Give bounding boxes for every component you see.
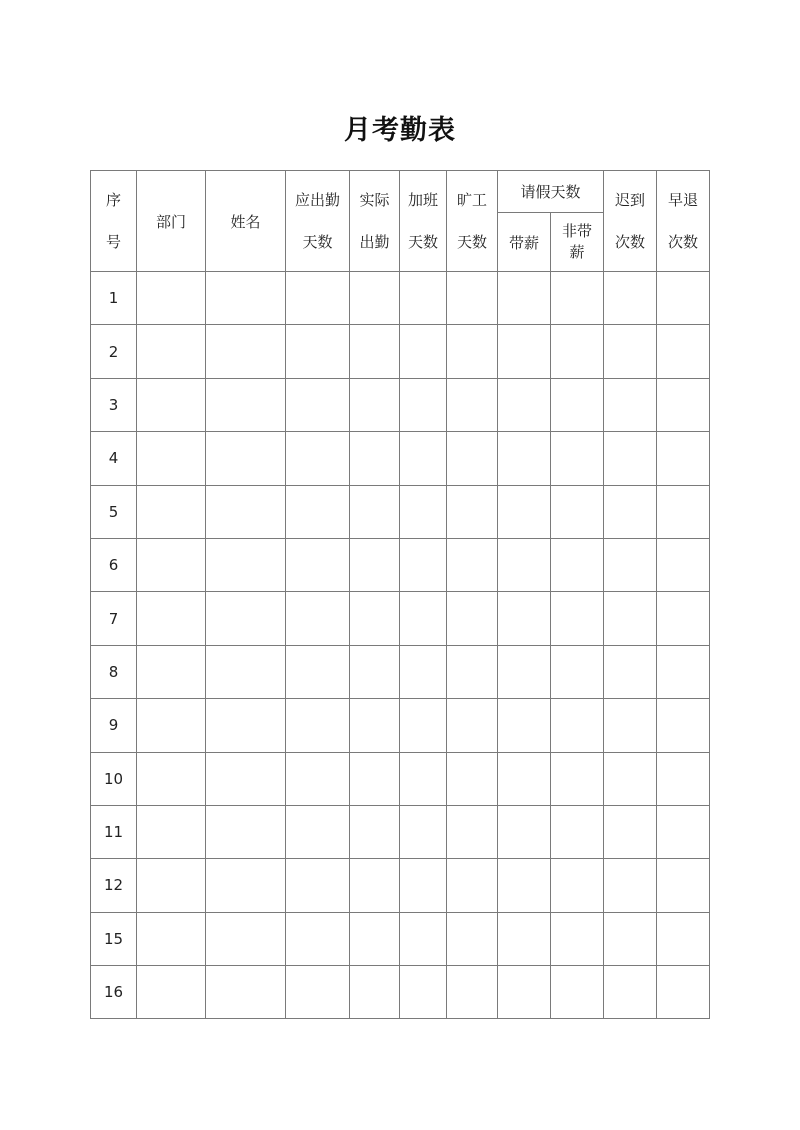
header-actual-line2: 出勤 (359, 233, 390, 251)
table-cell[interactable] (551, 859, 604, 912)
header-absent-line2: 天数 (456, 233, 487, 251)
table-cell[interactable] (286, 272, 350, 325)
table-row (91, 699, 710, 752)
header-due-days (286, 171, 350, 272)
table-cell[interactable] (447, 485, 498, 538)
table-row (91, 485, 710, 538)
table-cell[interactable] (286, 805, 350, 858)
table-cell[interactable] (137, 645, 206, 698)
header-early-line2: 次数 (668, 233, 699, 251)
header-overtime (400, 171, 447, 272)
table-cell[interactable] (350, 378, 400, 431)
header-name (206, 171, 286, 272)
row-number: 9 (91, 699, 137, 752)
table-cell[interactable] (206, 912, 286, 965)
table-cell[interactable] (206, 699, 286, 752)
table-cell[interactable] (604, 432, 657, 485)
table-cell[interactable] (498, 859, 551, 912)
header-late (604, 171, 657, 272)
table-cell[interactable] (604, 325, 657, 378)
table-cell[interactable] (604, 752, 657, 805)
table-cell[interactable] (498, 432, 551, 485)
table-cell[interactable] (498, 645, 551, 698)
table-cell[interactable] (447, 325, 498, 378)
table-cell[interactable] (447, 645, 498, 698)
table-cell[interactable] (604, 485, 657, 538)
table-row (91, 432, 710, 485)
header-dept (137, 171, 206, 272)
table-cell[interactable] (400, 432, 447, 485)
table-cell[interactable] (206, 432, 286, 485)
table-row (91, 805, 710, 858)
table-cell[interactable] (350, 592, 400, 645)
table-row (91, 592, 710, 645)
table-cell[interactable] (447, 272, 498, 325)
table-cell[interactable] (286, 859, 350, 912)
table-cell[interactable] (350, 699, 400, 752)
table-cell[interactable] (551, 432, 604, 485)
row-number: 7 (91, 592, 137, 645)
table-cell[interactable] (350, 272, 400, 325)
table-row (91, 325, 710, 378)
table-cell[interactable] (657, 752, 710, 805)
table-cell[interactable] (447, 966, 498, 1019)
table-cell[interactable] (657, 805, 710, 858)
header-early (657, 171, 710, 272)
table-cell[interactable] (498, 805, 551, 858)
table-cell[interactable] (551, 272, 604, 325)
table-cell[interactable] (206, 805, 286, 858)
table-cell[interactable] (137, 966, 206, 1019)
table-cell[interactable] (206, 272, 286, 325)
table-cell[interactable] (657, 966, 710, 1019)
table-cell[interactable] (498, 912, 551, 965)
header-due-days-line2: 天数 (302, 233, 333, 251)
table-cell[interactable] (286, 592, 350, 645)
table-cell[interactable] (286, 432, 350, 485)
table-cell[interactable] (286, 325, 350, 378)
header-unpaid-line2: 薪 (569, 243, 585, 261)
table-cell[interactable] (657, 912, 710, 965)
header-absent-line1: 旷工 (456, 191, 487, 209)
table-cell[interactable] (604, 272, 657, 325)
table-cell[interactable] (551, 805, 604, 858)
page-title: 月考勤表 (344, 115, 456, 146)
table-row (91, 645, 710, 698)
table-cell[interactable] (498, 752, 551, 805)
table-cell[interactable] (400, 538, 447, 591)
table-cell[interactable] (400, 272, 447, 325)
header-actual-line1: 实际 (359, 191, 390, 209)
table-cell[interactable] (551, 912, 604, 965)
table-cell[interactable] (400, 699, 447, 752)
table-cell[interactable] (400, 912, 447, 965)
table-cell[interactable] (498, 966, 551, 1019)
table-cell[interactable] (137, 752, 206, 805)
table-cell[interactable] (206, 752, 286, 805)
table-row (91, 538, 710, 591)
table-cell[interactable] (206, 538, 286, 591)
row-number: 3 (91, 378, 137, 431)
header-seq-line2: 号 (105, 233, 121, 251)
table-cell[interactable] (551, 538, 604, 591)
header-overtime-line1: 加班 (407, 191, 438, 209)
table-cell[interactable] (657, 432, 710, 485)
header-dept-label: 部门 (155, 212, 186, 231)
table-cell[interactable] (447, 538, 498, 591)
table-cell[interactable] (137, 538, 206, 591)
table-row (91, 912, 710, 965)
table-cell[interactable] (447, 752, 498, 805)
table-cell[interactable] (551, 699, 604, 752)
table-cell[interactable] (350, 805, 400, 858)
table-cell[interactable] (350, 859, 400, 912)
row-number: 16 (91, 966, 137, 1019)
table-cell[interactable] (286, 912, 350, 965)
table-cell[interactable] (286, 378, 350, 431)
table-cell[interactable] (604, 966, 657, 1019)
table-cell[interactable] (137, 699, 206, 752)
table-cell[interactable] (286, 645, 350, 698)
table-row (91, 752, 710, 805)
table-cell[interactable] (206, 325, 286, 378)
table-cell[interactable] (657, 645, 710, 698)
table-cell[interactable] (657, 325, 710, 378)
table-cell[interactable] (657, 592, 710, 645)
table-cell[interactable] (604, 859, 657, 912)
table-cell[interactable] (551, 966, 604, 1019)
table-cell[interactable] (498, 592, 551, 645)
table-cell[interactable] (447, 859, 498, 912)
table-cell[interactable] (447, 432, 498, 485)
table-cell[interactable] (551, 378, 604, 431)
table-cell[interactable] (137, 485, 206, 538)
table-cell[interactable] (350, 966, 400, 1019)
row-number: 11 (91, 805, 137, 858)
table-cell[interactable] (400, 859, 447, 912)
table-cell[interactable] (447, 699, 498, 752)
row-number: 4 (91, 432, 137, 485)
table-cell[interactable] (604, 378, 657, 431)
row-number: 1 (91, 272, 137, 325)
table-cell[interactable] (206, 378, 286, 431)
attendance-body (91, 272, 710, 1019)
table-cell[interactable] (350, 485, 400, 538)
table-cell[interactable] (498, 272, 551, 325)
table-cell[interactable] (498, 378, 551, 431)
table-cell[interactable] (447, 912, 498, 965)
table-cell[interactable] (604, 538, 657, 591)
table-cell[interactable] (604, 805, 657, 858)
table-cell[interactable] (350, 432, 400, 485)
header-absent (447, 171, 498, 272)
header-leave-group-label: 请假天数 (520, 183, 581, 201)
table-cell[interactable] (400, 378, 447, 431)
table-cell[interactable] (498, 325, 551, 378)
table-cell[interactable] (350, 752, 400, 805)
table-cell[interactable] (400, 592, 447, 645)
header-early-line1: 早退 (668, 191, 699, 209)
table-cell[interactable] (657, 485, 710, 538)
table-cell[interactable] (447, 805, 498, 858)
table-row (91, 272, 710, 325)
header-leave-group (498, 171, 604, 213)
header-paid-label: 带薪 (508, 233, 539, 252)
table-cell[interactable] (657, 699, 710, 752)
header-actual (350, 171, 400, 272)
table-cell[interactable] (286, 485, 350, 538)
table-cell[interactable] (286, 966, 350, 1019)
table-cell[interactable] (137, 378, 206, 431)
header-name-label: 姓名 (230, 212, 261, 231)
row-number: 8 (91, 645, 137, 698)
table-cell[interactable] (447, 592, 498, 645)
table-cell[interactable] (498, 485, 551, 538)
table-cell[interactable] (206, 645, 286, 698)
table-cell[interactable] (350, 325, 400, 378)
table-cell[interactable] (604, 912, 657, 965)
table-cell[interactable] (206, 485, 286, 538)
table-cell[interactable] (286, 538, 350, 591)
table-cell[interactable] (400, 645, 447, 698)
table-cell[interactable] (498, 538, 551, 591)
table-cell[interactable] (286, 699, 350, 752)
table-cell[interactable] (657, 859, 710, 912)
header-paid (498, 213, 551, 272)
table-cell[interactable] (604, 699, 657, 752)
table-cell[interactable] (657, 538, 710, 591)
row-number: 12 (91, 859, 137, 912)
table-cell[interactable] (350, 645, 400, 698)
table-cell[interactable] (137, 805, 206, 858)
table-cell[interactable] (551, 645, 604, 698)
table-cell[interactable] (657, 272, 710, 325)
table-cell[interactable] (137, 912, 206, 965)
table-cell[interactable] (551, 592, 604, 645)
table-cell[interactable] (137, 272, 206, 325)
table-cell[interactable] (551, 485, 604, 538)
table-cell[interactable] (286, 752, 350, 805)
table-row (91, 859, 710, 912)
header-late-line1: 迟到 (615, 191, 646, 209)
table-cell[interactable] (350, 538, 400, 591)
row-number: 2 (91, 325, 137, 378)
table-cell[interactable] (137, 325, 206, 378)
table-cell[interactable] (137, 592, 206, 645)
table-cell[interactable] (551, 752, 604, 805)
table-cell[interactable] (604, 592, 657, 645)
row-number: 6 (91, 538, 137, 591)
table-cell[interactable] (604, 645, 657, 698)
header-seq (91, 171, 137, 272)
header-late-line2: 次数 (615, 233, 646, 251)
header-due-days-line1: 应出勤 (294, 191, 340, 209)
table-cell[interactable] (137, 432, 206, 485)
table-cell[interactable] (551, 325, 604, 378)
table-cell[interactable] (400, 966, 447, 1019)
row-number: 15 (91, 912, 137, 965)
table-cell[interactable] (400, 805, 447, 858)
table-cell[interactable] (206, 592, 286, 645)
table-cell[interactable] (447, 378, 498, 431)
header-unpaid (551, 213, 604, 272)
row-number: 5 (91, 485, 137, 538)
table-cell[interactable] (137, 859, 206, 912)
table-cell[interactable] (657, 378, 710, 431)
table-cell[interactable] (206, 859, 286, 912)
header-seq-line1: 序 (105, 191, 121, 209)
table-row (91, 378, 710, 431)
header-unpaid-line1: 非带 (562, 222, 593, 240)
attendance-table (90, 170, 710, 1019)
table-cell[interactable] (400, 752, 447, 805)
table-cell[interactable] (400, 325, 447, 378)
table-row (91, 966, 710, 1019)
table-cell[interactable] (498, 699, 551, 752)
table-cell[interactable] (206, 966, 286, 1019)
table-cell[interactable] (350, 912, 400, 965)
row-number: 10 (91, 752, 137, 805)
table-cell[interactable] (400, 485, 447, 538)
header-overtime-line2: 天数 (407, 233, 438, 251)
